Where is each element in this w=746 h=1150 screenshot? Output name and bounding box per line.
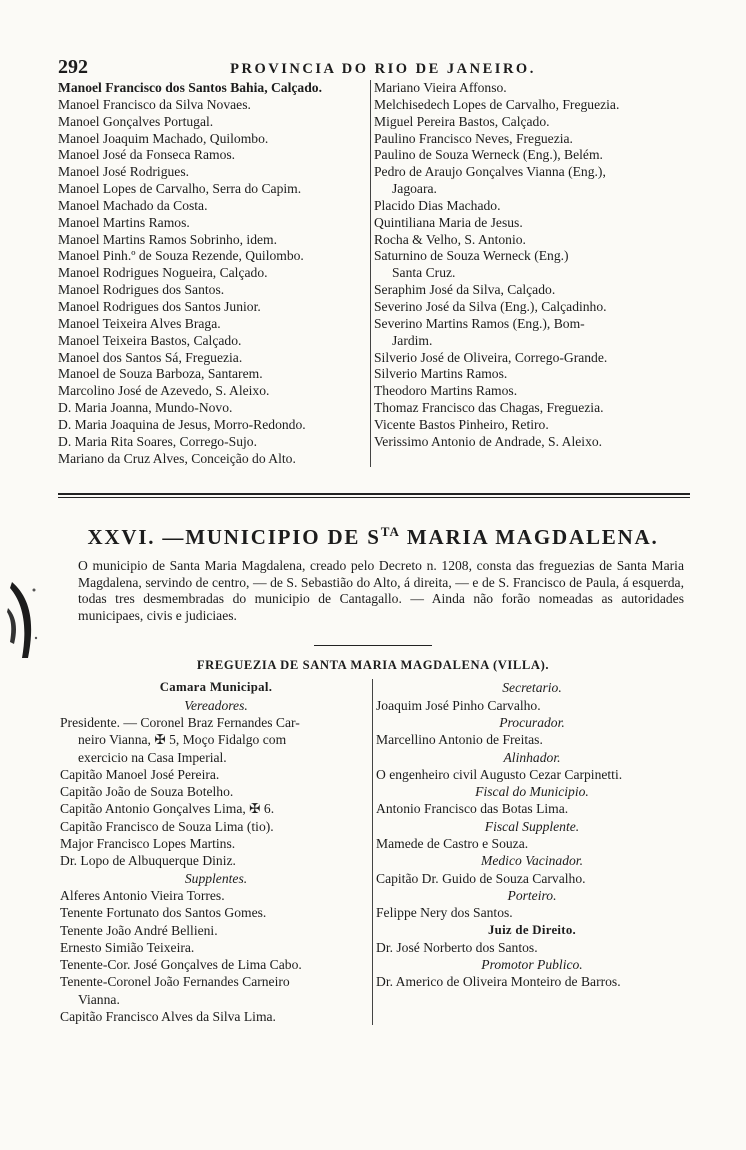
list-item: Manoel Teixeira Alves Braga.: [58, 315, 221, 331]
list-item: Manoel Pinh.º de Souza Rezende, Quilombo.: [58, 248, 304, 264]
list-item: Pedro de Araujo Gonçalves Vianna (Eng.),: [374, 164, 606, 180]
presidente-line: neiro Vianna, ✠ 5, Moço Fidalgo com: [78, 732, 287, 748]
section-title-main: XXVI. —MUNICIPIO DE S: [87, 525, 381, 550]
list-item: Saturnino de Souza Werneck (Eng.): [374, 248, 569, 264]
list-item: Dr. Lopo de Albuquerque Diniz.: [60, 853, 236, 869]
juiz-heading: Juiz de Direito.: [487, 922, 577, 937]
list-item: Manoel Rodrigues dos Santos Junior.: [58, 298, 261, 314]
printer-ornament-icon: [6, 578, 40, 664]
promotor-heading: Promotor Publico.: [481, 957, 583, 973]
list-item: Capitão Antonio Gonçalves Lima, ✠ 6.: [60, 801, 275, 817]
list-item-continuation: Jagoara.: [392, 181, 437, 197]
presidente-line: Presidente. — Coronel Braz Fernandes Car-: [60, 715, 300, 730]
fiscal-heading: Fiscal do Municipio.: [475, 784, 589, 800]
list-item: Manoel José da Fonseca Ramos.: [58, 147, 236, 163]
list-item: Ernesto Simião Teixeira.: [60, 939, 195, 955]
list-item: Thomaz Francisco das Chagas, Freguezia.: [374, 400, 604, 416]
list-item: Manoel Gonçalves Portugal.: [58, 113, 214, 129]
list-item: Silverio Martins Ramos.: [374, 366, 508, 382]
list-item: Placido Dias Machado.: [374, 197, 501, 213]
document-page: [58, 56, 688, 1025]
list-item: Dr. Americo de Oliveira Monteiro de Barros.: [376, 974, 621, 990]
list-item: Tenente-Coronel João Fernandes Carneiro: [60, 974, 290, 990]
supplentes-heading: Supplentes.: [184, 870, 248, 886]
list-item: Capitão Francisco Alves da Silva Lima.: [60, 1009, 276, 1025]
name-list: [58, 80, 688, 467]
list-item: Paulino de Souza Werneck (Eng.), Belém.: [374, 147, 603, 163]
list-item: Capitão Francisco de Souza Lima (tio).: [60, 818, 274, 834]
list-item: Manoel Rodrigues Nogueira, Calçado.: [58, 265, 268, 281]
list-item: Tenente Fortunato dos Santos Gomes.: [60, 905, 267, 921]
list-item: Tenente João André Bellieni.: [60, 922, 218, 938]
page-number: 292: [58, 56, 88, 78]
list-item: Capitão Manoel José Pereira.: [60, 766, 220, 782]
section-divider: [58, 493, 690, 498]
list-item: Manoel Lopes de Carvalho, Serra do Capim.: [58, 181, 302, 197]
list-item: Manoel Machado da Costa.: [58, 197, 208, 213]
list-item: D. Maria Joaquina de Jesus, Morro-Redondo.: [58, 416, 306, 432]
medico-heading: Medico Vacinador.: [481, 853, 583, 869]
list-item: Capitão João de Souza Botelho.: [60, 784, 234, 800]
list-item-continuation: Vianna.: [78, 991, 120, 1007]
list-item-continuation: Jardim.: [392, 332, 433, 348]
list-item: Verissimo Antonio de Andrade, S. Aleixo.: [374, 433, 603, 449]
list-item: Manoel Rodrigues dos Santos.: [58, 282, 225, 298]
list-item: Manoel José Rodrigues.: [58, 164, 190, 180]
list-item: D. Maria Joanna, Mundo-Novo.: [58, 400, 233, 416]
list-item: Manoel Martins Ramos Sobrinho, idem.: [58, 231, 277, 247]
list-item: Melchisedech Lopes de Carvalho, Freguezia.: [374, 96, 620, 112]
fiscal-supplente-heading: Fiscal Supplente.: [484, 818, 580, 834]
list-item: D. Maria Rita Soares, Corrego-Sujo.: [58, 433, 257, 449]
section-intro-paragraph: O municipio de Santa Maria Magdalena, creado pelo Decreto n. 1208, consta das freguezias de Santa Maria Magdalena, servindo de centro, — de S. Sebastião do Alto, á direita, — e de S. Francisco de Paula, á esquerda, todas tres desmembradas do municipio de Cantagallo. — Ainda não forão nomeadas as autoridades municipaes, civis e judiciaes.: [78, 558, 684, 623]
freguezia-title: FREGUEZIA DE SANTA MARIA MAGDALENA (VILLA).: [196, 658, 550, 673]
list-item: Severino José da Silva (Eng.), Calçadinho.: [374, 298, 607, 314]
authorities-left-column: [58, 679, 372, 1025]
secretario-heading: Secretario.: [502, 680, 562, 696]
list-item: Joaquim José Pinho Carvalho.: [376, 697, 541, 713]
list-item: Rocha & Velho, S. Antonio.: [374, 231, 526, 247]
section-title-end: MARIA MAGDALENA.: [399, 525, 659, 550]
running-title: PROVINCIA DO RIO DE JANEIRO.: [230, 61, 536, 77]
list-item: Vicente Bastos Pinheiro, Retiro.: [374, 416, 549, 432]
list-item: Marcellino Antonio de Freitas.: [376, 732, 543, 748]
list-item: Silverio José de Oliveira, Corrego-Grande.: [374, 349, 608, 365]
list-item: Tenente-Cor. José Gonçalves de Lima Cabo.: [60, 957, 302, 973]
section-title-superscript: TA: [380, 524, 400, 540]
list-item: Manoel dos Santos Sá, Freguezia.: [58, 349, 243, 365]
list-item: Major Francisco Lopes Martins.: [60, 836, 236, 852]
alinhador-heading: Alinhador.: [503, 749, 561, 765]
list-item: Manoel Joaquim Machado, Quilombo.: [58, 130, 269, 146]
authorities-right-column: [372, 679, 688, 1025]
list-item: Paulino Francisco Neves, Freguezia.: [374, 130, 573, 146]
camara-heading: Camara Municipal.: [159, 680, 273, 695]
list-item: Manoel Francisco dos Santos Bahia, Calçado.: [58, 80, 322, 95]
list-item: Marcolino José de Azevedo, S. Aleixo.: [58, 383, 270, 399]
list-item: Theodoro Martins Ramos.: [374, 383, 518, 399]
list-item: Capitão Dr. Guido de Souza Carvalho.: [376, 870, 586, 886]
short-divider: [314, 645, 432, 646]
list-item: Alferes Antonio Vieira Torres.: [60, 887, 225, 903]
list-item: Manoel Francisco da Silva Novaes.: [58, 96, 251, 112]
list-item: Mariano da Cruz Alves, Conceição do Alto.: [58, 450, 296, 466]
procurador-heading: Procurador.: [499, 715, 565, 730]
name-list-right-column: [370, 80, 688, 467]
presidente-line: exercicio na Casa Imperial.: [78, 749, 227, 765]
list-item: Severino Martins Ramos (Eng.), Bom-: [374, 315, 585, 331]
list-item-continuation: Santa Cruz.: [392, 265, 456, 281]
authorities-list: [58, 679, 688, 1025]
porteiro-heading: Porteiro.: [507, 887, 557, 903]
vereadores-heading: Vereadores.: [184, 697, 248, 713]
list-item: Seraphim José da Silva, Calçado.: [374, 282, 556, 298]
list-item: O engenheiro civil Augusto Cezar Carpinetti.: [376, 766, 623, 782]
list-item: Mamede de Castro e Souza.: [376, 836, 529, 852]
list-item: Quintiliana Maria de Jesus.: [374, 214, 523, 230]
name-list-left-column: [58, 80, 370, 467]
list-item: Manoel de Souza Barboza, Santarem.: [58, 366, 263, 382]
list-item: Dr. José Norberto dos Santos.: [376, 939, 538, 955]
section-title: [58, 524, 688, 550]
list-item: Miguel Pereira Bastos, Calçado.: [374, 113, 550, 129]
list-item: Manoel Teixeira Bastos, Calçado.: [58, 332, 242, 348]
list-item: Antonio Francisco das Botas Lima.: [376, 801, 569, 817]
list-item: Manoel Martins Ramos.: [58, 214, 190, 230]
list-item: Felippe Nery dos Santos.: [376, 905, 513, 921]
list-item: Mariano Vieira Affonso.: [374, 80, 507, 95]
page-header: [58, 56, 688, 80]
